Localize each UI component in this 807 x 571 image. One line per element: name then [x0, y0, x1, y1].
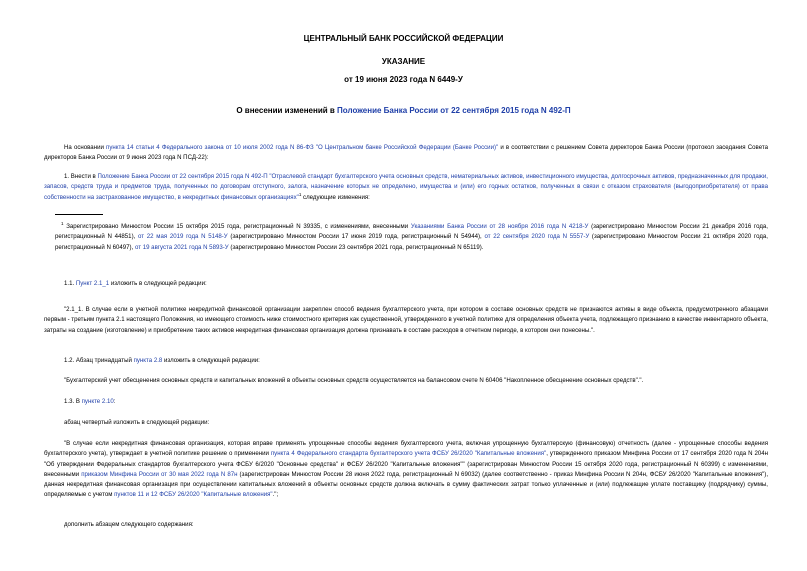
law-link[interactable]: пункта 14 статьи 4 Федерального закона от 10 июля 2002 года N 86-ФЗ "О Центральном банке Российской Федерации (Банке России)"	[106, 144, 499, 151]
item-2-1-1-text: "2.1_1. В случае если в учетной политике некредитной финансовой организации закреплен способ ведения бухгалтерского учета, при котором в составе основных средств не признаются активы в виде объекта, предусмотренного абзацами первым - третьим пункта 2.1 настоящего Положения, но имеющего стоимость ниже стоимостного критерия как существенной, утвержденного в учетной политике для определения объекта учета, подлежащего признанию в качестве инвентарного объекта, затраты на создание (изготовление) и приобретение таких активов некредитная финансовая организация должна признавать в составе расходов в отчетном периоде, в котором они понесены.".	[44, 306, 768, 334]
item-2-8-text: "Бухгалтерский учет обесценения основных средств и капитальных вложений в объекты основных средств осуществляется на балансовом счете N 60406 "Накопленное обесценение основных средств".".	[64, 377, 644, 384]
document-subject: О внесении изменений в Положение Банка России от 22 сентября 2015 года N 492-П	[236, 106, 571, 115]
footnote-link-4[interactable]: от 19 августа 2021 года N 5893-У	[134, 243, 229, 251]
subject-link[interactable]: Положение Банка России от 22 сентября 2015 года N 492-П	[337, 106, 571, 115]
minfin-order-link[interactable]: приказом Минфина России от 30 мая 2022 года N 87н	[81, 470, 238, 478]
intro-paragraph: На основании пункта 14 статьи 4 Федерального закона от 10 июля 2002 года N 86-ФЗ "О Центральном банке Российской Федерации (Банке России)" и в соответствии с решением Совета директоров Банка России (протокол заседания Совета директоров Банка России от 9 июня 2023 года N ПСД-22):	[44, 144, 768, 162]
footnote-separator	[55, 214, 103, 215]
fsbu-link[interactable]: пункта 4 Федерального стандарта бухгалтерского учета ФСБУ 26/2020 "Капитальные вложения"	[270, 450, 547, 458]
footnote-link-2[interactable]: от 22 мая 2019 года N 5148-У	[138, 233, 228, 241]
paragraph-4-instruction: абзац четвертый изложить в следующей редакции:	[64, 419, 210, 426]
fsbu-points-link[interactable]: пунктов 11 и 12 ФСБУ 26/2020 "Капитальные вложения"	[114, 491, 273, 499]
item-2-10-text: "В случае если некредитная финансовая организация, которая вправе применять упрощенные способы ведения бухгалтерского учета, включая упрощенную бухгалтерскую (финансовую) отчетность (далее - упрощенные способы ведения бухгалтерского учета), утверждает в учетной политике решение о применении пункта 4 Федерального стандарта бухгалтерского учета ФСБУ 26/2020 "Капитальные вложения", утвержденного приказом Минфина России от 17 сентября 2020 года N 204н "Об утверждении Федеральных стандартов бухгалтерского учета ФСБУ 6/2020 "Основные средства" и ФСБУ 26/2020 "Капитальные вложения"" (зарегистрирован Минюстом России 15 октября 2020 года, регистрационный N 60399) с изменениями, внесенными приказом Минфина России от 30 мая 2022 года N 87н (зарегистрирован Минюстом России 28 июня 2022 года, регистрационный N 69032) (далее соответственно - приказ Минфина России N 204н, ФСБУ 26/2020 "Капитальные вложения"), данная некредитная финансовая организация при осуществлении капитальных вложений в объекты основных средств должна включать в сумму фактических затрат только уплаченные и (или) подлежащие уплате поставщику (подрядчику) суммы, определяемые с учетом пунктов 11 и 12 ФСБУ 26/2020 "Капитальные вложения".";	[44, 440, 769, 499]
regulation-link[interactable]: Положение Банка России от 22 сентября 2015 года N 492-П "Отраслевой стандарт бухгалтерского учета основных средств, нематериальных активов, инвестиционного имущества, долгосрочных активов, предназначенных для продажи, запасов, средств труда и предметов труда, полученных по договорам отступного, залога, назначение которых не определено, имущества и (или) его годных остатков, полученных в связи с отказом страхователя (выгодоприобретателя) от права собственности на застрахованное имущество, в некредитных финансовых организациях"	[44, 173, 768, 201]
item-2-8-link[interactable]: пункта 2.8	[133, 357, 163, 364]
item-2-1-1-link[interactable]: Пункт 2.1_1	[75, 280, 110, 287]
item-1-2: 1.2. Абзац тринадцатый пункта 2.8 изложить в следующей редакции:	[64, 357, 260, 364]
issuer-title: ЦЕНТРАЛЬНЫЙ БАНК РОССИЙСКОЙ ФЕДЕРАЦИИ	[303, 34, 504, 43]
item-1-paragraph: 1. Внести в Положение Банка России от 22 сентября 2015 года N 492-П "Отраслевой стандарт бухгалтерского учета основных средств, нематериальных активов, инвестиционного имущества, долгосрочных активов, предназначенных для продажи, запасов, средств труда и предметов труда, полученных по договорам отступного, залога, назначение которых не определено, имущества и (или) его годных остатков, полученных в связи с отказом страхователя (выгодоприобретателя) от права собственности на застрахованное имущество, в некредитных финансовых организациях"$^1$ следующие изменения:	[44, 173, 768, 201]
footnote: $^1$ Зарегистрировано Минюстом России 15 октября 2015 года, регистрационный N 39335, с изменениями, внесенными Указаниями Банка России от 28 ноября 2016 года N 4218-У (зарегистрировано Минюстом России 21 декабря 2016 года, регистрационный N 44851), от 22 мая 2019 года N 5148-У (зарегистрировано Минюстом России 17 июня 2019 года, регистрационный N 54944), от 22 сентября 2020 года N 5557-У (зарегистрировано Минюстом России 21 октября 2020 года, регистрационный N 60497), от 19 августа 2021 года N 5893-У (зарегистрировано Минюстом России 23 сентября 2021 года, регистрационный N 65119).	[55, 220, 768, 251]
document-type: УКАЗАНИЕ	[381, 57, 426, 66]
item-1-1: 1.1. Пункт 2.1_1 изложить в следующей редакции:	[64, 280, 207, 287]
document-date: от 19 июня 2023 года N 6449-У	[344, 75, 463, 84]
footnote-link-3[interactable]: от 22 сентября 2020 года N 5557-У	[484, 233, 590, 241]
item-1-3: 1.3. В пункте 2.10:	[64, 398, 116, 405]
item-2-10-link[interactable]: пункте 2.10	[81, 398, 114, 405]
footnote-link-1[interactable]: Указаниями Банка России от 28 ноября 2016 года N 4218-У	[410, 223, 589, 230]
footnote-ref[interactable]: 1	[298, 191, 302, 197]
add-paragraph-instruction: дополнить абзацем следующего содержания:	[64, 521, 194, 528]
